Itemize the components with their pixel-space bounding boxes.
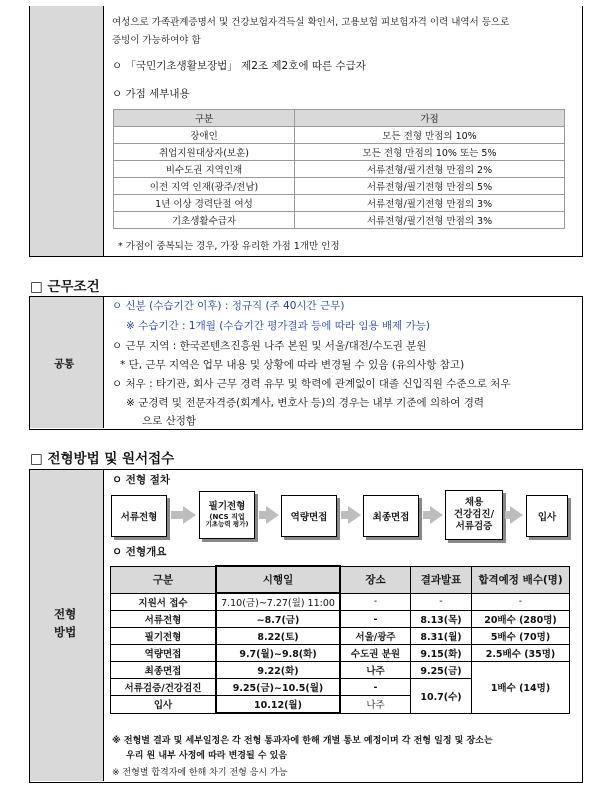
- table-cell: -: [411, 593, 472, 611]
- arrow-right-icon: [183, 506, 196, 524]
- bonus-footnote: * 가점이 중복되는 경우, 가장 유리한 가점 1개만 인정: [118, 241, 340, 252]
- table-cell: 1년 이상 경력단절 여성: [114, 195, 295, 212]
- table-cell: 9.25(금): [411, 662, 472, 679]
- table-row: [111, 662, 570, 679]
- bonus-points-table: [113, 109, 565, 229]
- arrow-right-icon: [430, 506, 443, 524]
- table-cell: 모든 전형 만점의 10% 또는 5%: [295, 144, 565, 161]
- table-cell: -: [472, 593, 570, 611]
- table-cell: 8.13(목): [411, 611, 472, 628]
- table-header: 결과발표: [411, 566, 472, 593]
- table-row: [114, 212, 565, 229]
- step-final-interview: [363, 495, 419, 537]
- table-cell: 서류전형/필기전형 만점의 5%: [295, 178, 565, 195]
- step-label: 채용: [464, 497, 484, 509]
- table-cell: 입사: [111, 696, 217, 714]
- table-cell: 서류전형/필기전형 만점의 2%: [295, 161, 565, 178]
- step-label: 필기전형: [208, 500, 246, 512]
- table-row: [114, 127, 565, 144]
- table-cell: 필기전형: [111, 628, 217, 645]
- work-location: ㅇ 근무 지역 : 한국콘텐츠진흥원 나주 본원 및 서울/대전/수도권 분원: [112, 340, 427, 352]
- schedule-note-1-cont: 우리 원 내부 사정에 따라 변경될 수 있음: [126, 751, 288, 761]
- table-cell: 나주: [340, 696, 411, 714]
- table-row: [114, 144, 565, 161]
- table-cell: 5배수 (70명): [472, 628, 570, 645]
- table-cell: -: [340, 593, 411, 611]
- employment-status: ㅇ 신분 (수습기간 이후) : 정규직 (주 40시간 근무): [112, 300, 345, 312]
- selection-method-label: 전형: [54, 607, 77, 621]
- table-cell: ~8.7(금): [216, 611, 340, 628]
- step-sublabel: 기초능력 평가): [205, 519, 249, 528]
- table-cell: 최종면접: [111, 662, 217, 679]
- work-location-note: * 단, 근무 지역은 업무 내용 및 상황에 따라 변경될 수 있음 (유의사항 참고): [120, 359, 465, 371]
- work-conditions-heading: □ 근무조건: [30, 279, 100, 295]
- table-header: 합격예정 배수(명): [472, 566, 570, 593]
- table-row: [111, 593, 570, 611]
- step-label: 역량면접: [290, 512, 328, 523]
- table-cell: 취업지원대상자(보훈): [114, 144, 295, 161]
- table-cell: 역량면접: [111, 645, 217, 662]
- selection-method-label-cont: 방법: [54, 625, 77, 639]
- table-cell: 서류전형: [111, 611, 217, 628]
- eligibility-proof-text-cont: 증빙이 가능하여야 함: [112, 35, 201, 46]
- table-cell: 서류전형/필기전형 만점의 3%: [295, 212, 565, 229]
- table-cell: -: [340, 611, 411, 628]
- schedule-table: [110, 565, 570, 714]
- table-cell-merged: 1배수 (14명): [472, 662, 570, 714]
- table-cell: 10.7(수): [411, 679, 472, 714]
- table-row: [114, 195, 565, 212]
- table-header: 구분: [114, 110, 295, 127]
- table-cell: 수도권 분원: [340, 645, 411, 662]
- process-title: ㅇ 전형 절차: [112, 474, 171, 486]
- table-cell: 지원서 접수: [111, 593, 217, 611]
- table-cell: 10.12(월): [216, 696, 340, 714]
- bonus-detail-title: ㅇ 가점 세부내용: [112, 88, 190, 100]
- step-document-screening: [111, 495, 167, 537]
- bonus-section-label-cell: [30, 6, 104, 256]
- table-cell: 20배수 (280명): [472, 611, 570, 628]
- table-cell: 7.10(금)~7.27(월) 11:00: [216, 593, 340, 611]
- table-cell: 서류전형/필기전형 만점의 3%: [295, 195, 565, 212]
- table-cell: 서류검증/건강검진: [111, 679, 217, 696]
- table-cell: 장애인: [114, 127, 295, 144]
- step-competency-interview: [281, 495, 337, 537]
- table-cell: 8.31(월): [411, 628, 472, 645]
- step-sublabel: (NCS 직업: [209, 512, 245, 521]
- arrow-right-icon: [266, 506, 279, 524]
- eligibility-proof-text: 여성으로 가족관계증명서 및 건강보험자격득실 확인서, 고용보험 피보험자격 이력 내역서 등으로: [112, 17, 510, 28]
- table-cell: 기초생활수급자: [114, 212, 295, 229]
- career-recognition-note-cont: 으로 산정함: [142, 415, 197, 427]
- table-cell: 2.5배수 (35명): [472, 645, 570, 662]
- table-cell: -: [340, 679, 411, 696]
- table-row: [114, 178, 565, 195]
- table-row: [111, 645, 570, 662]
- arrow-shaft: [171, 511, 183, 519]
- table-row: [114, 161, 565, 178]
- step-written-exam: [199, 491, 255, 539]
- step-label: 서류전형: [120, 512, 158, 523]
- table-row: [111, 611, 570, 628]
- step-label: 건강검진/: [453, 509, 495, 521]
- table-header: 가점: [295, 110, 565, 127]
- table-cell: 이전 지역 인재(광주/전남): [114, 178, 295, 195]
- table-cell: 나주: [340, 662, 411, 679]
- table-cell: 9.7(월)~9.8(화): [216, 645, 340, 662]
- career-recognition-note: ※ 군경력 및 전문자격증(회계사, 변호사 등)의 경우는 내부 기준에 의하여 경력: [126, 397, 484, 409]
- table-cell: 비수도권 지역인재: [114, 161, 295, 178]
- step-label: 서류검증: [455, 520, 493, 532]
- table-header: 장소: [340, 566, 411, 593]
- table-header: 구분: [111, 566, 217, 593]
- table-cell: 모든 전형 만점의 10%: [295, 127, 565, 144]
- probation-note: ※ 수습기간 : 1개월 (수습기간 평가결과 등에 따라 임용 배제 가능): [126, 320, 431, 332]
- table-cell: 9.22(화): [216, 662, 340, 679]
- table-row: [111, 628, 570, 645]
- schedule-note-2: ※ 전형별 합격자에 한해 차기 전형 응시 가능: [112, 768, 288, 778]
- step-onboarding: [526, 495, 568, 537]
- overview-title: ㅇ 전형개요: [112, 546, 167, 558]
- table-cell: 서울/광주: [340, 628, 411, 645]
- schedule-note-1: ※ 전형별 결과 및 세부일정은 각 전형 통과자에 한해 개별 통보 예정이며 각 전형 일정 및 장소는: [112, 736, 493, 746]
- step-health-check-document-verification: [445, 490, 503, 540]
- step-label: 입사: [537, 512, 557, 523]
- table-cell: 8.22(토): [216, 628, 340, 645]
- step-label: 최종면접: [372, 512, 410, 523]
- table-header: 시행일: [216, 566, 340, 593]
- basic-livelihood-criteria: ㅇ 「국민기초생활보장법」 제2조 제2호에 따른 수급자: [112, 60, 366, 72]
- work-conditions-label: 공통: [54, 358, 75, 370]
- table-cell: 9.15(화): [411, 645, 472, 662]
- table-cell: 9.25(금)~10.5(월): [216, 679, 340, 696]
- arrow-right-icon: [348, 506, 361, 524]
- arrow-right-icon: [510, 506, 523, 524]
- compensation: ㅇ 처우 : 타기관, 회사 근무 경력 유무 및 학력에 관계없이 대졸 신입직원 수준으로 처우: [112, 378, 511, 390]
- selection-method-heading: □ 전형방법 및 원서접수: [30, 451, 175, 467]
